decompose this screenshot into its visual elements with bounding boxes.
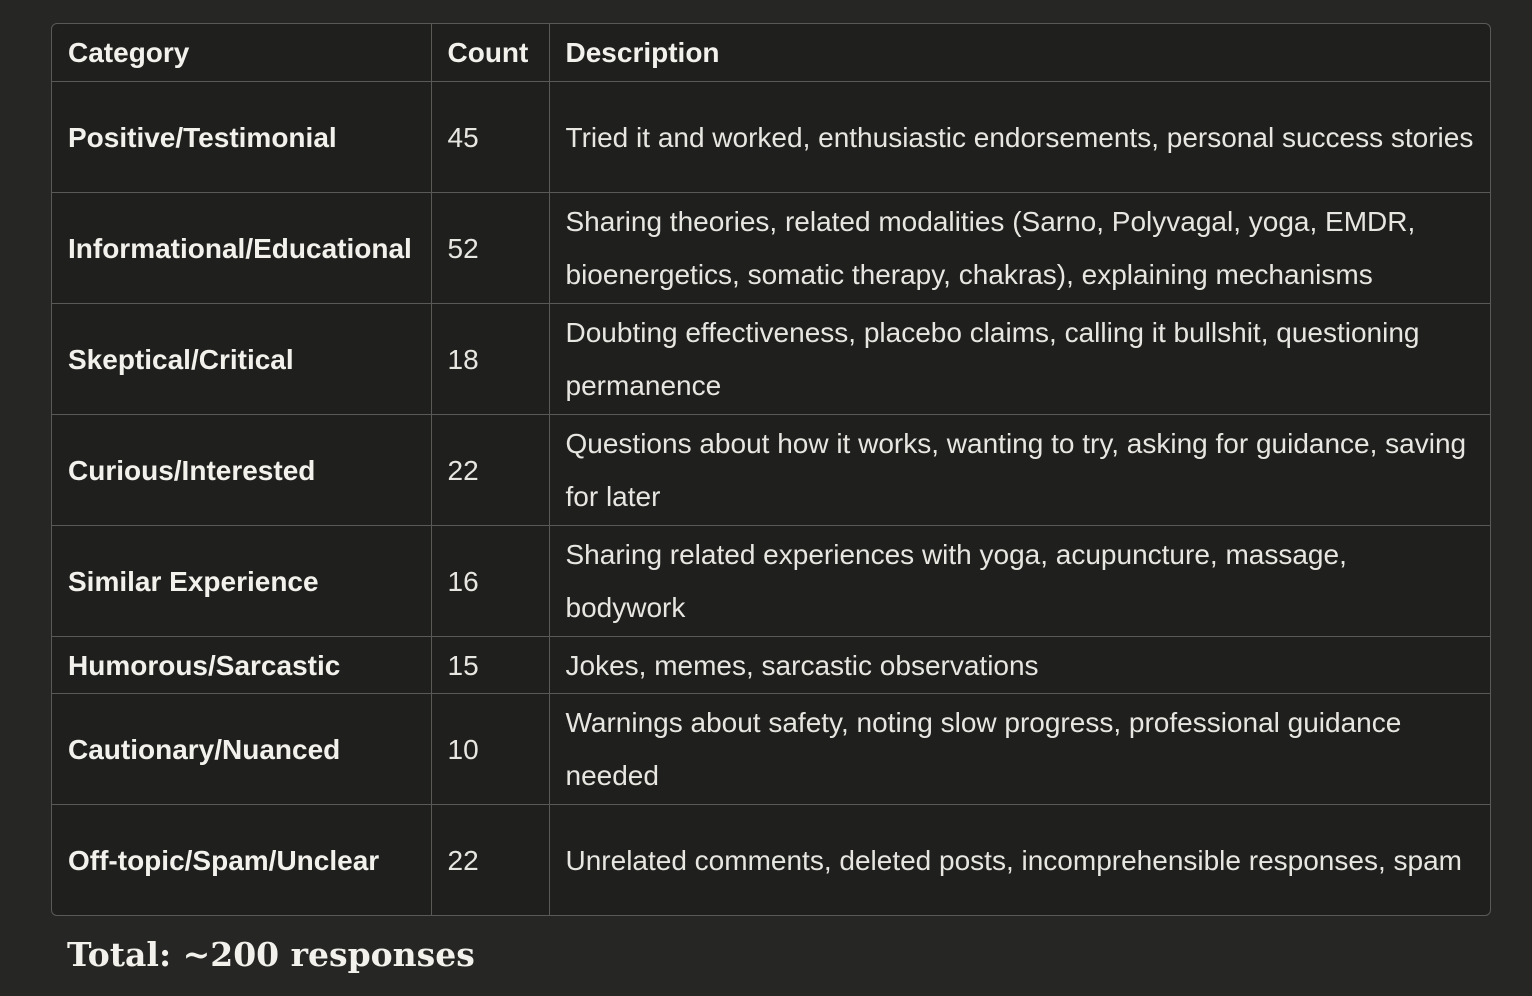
row-category: Informational/Educational [52, 193, 431, 304]
row-description: Unrelated comments, deleted posts, incomprehensible responses, spam [565, 844, 1462, 876]
row-description: Jokes, memes, sarcastic observations [549, 637, 1490, 694]
row-category: Positive/Testimonial [52, 82, 431, 193]
row-description: Sharing theories, related modalities (Sarno, Polyvagal, yoga, EMDR, bioenergetics, somatic therapy, chakras), explaining mechanisms [549, 193, 1490, 304]
row-count: 10 [431, 694, 549, 805]
table-row [52, 694, 1490, 805]
row-category: Skeptical/Critical [52, 304, 431, 415]
response-category-table-container [51, 23, 1491, 916]
total-summary: Total: ~200 responses [67, 935, 475, 974]
table-header-row [52, 24, 1490, 82]
table-row [52, 637, 1490, 694]
row-category: Curious/Interested [52, 415, 431, 526]
row-category: Humorous/Sarcastic [52, 637, 431, 694]
row-count: 15 [431, 637, 549, 694]
table-row [52, 193, 1490, 304]
row-description: Questions about how it works, wanting to try, asking for guidance, saving for later [549, 415, 1490, 526]
table-row [52, 526, 1490, 637]
header-count: Count [431, 24, 549, 82]
row-description: Warnings about safety, noting slow progress, professional guidance needed [549, 694, 1490, 805]
row-count: 22 [431, 415, 549, 526]
row-count: 45 [431, 82, 549, 193]
row-description: Sharing related experiences with yoga, acupuncture, massage, bodywork [549, 526, 1490, 637]
row-description: Doubting effectiveness, placebo claims, calling it bullshit, questioning permanence [549, 304, 1490, 415]
table-row [52, 805, 1490, 916]
response-category-table [52, 24, 1490, 915]
header-description: Description [549, 24, 1490, 82]
row-count: 22 [431, 805, 549, 916]
table-row [52, 304, 1490, 415]
header-category: Category [52, 24, 431, 82]
row-description: Tried it and worked, enthusiastic endorsements, personal success stories [549, 82, 1490, 193]
row-category: Cautionary/Nuanced [52, 694, 431, 805]
row-count: 18 [431, 304, 549, 415]
table-row [52, 415, 1490, 526]
row-count: 52 [431, 193, 549, 304]
row-count: 16 [431, 526, 549, 637]
row-category: Off-topic/Spam/Unclear [52, 805, 431, 916]
table-row [52, 82, 1490, 193]
row-category: Similar Experience [52, 526, 431, 637]
